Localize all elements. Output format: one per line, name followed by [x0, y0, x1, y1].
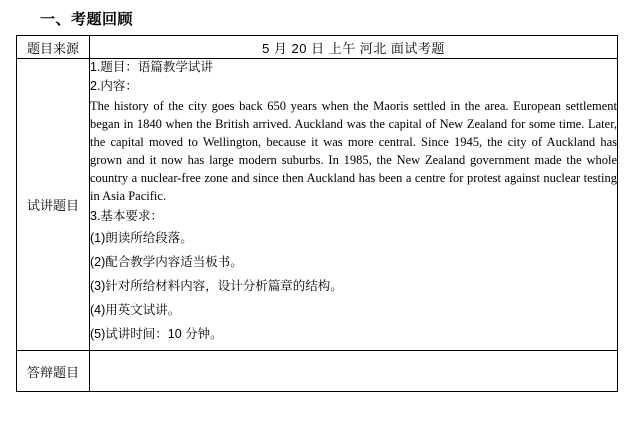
page-title: 一、考题回顾 — [40, 11, 134, 28]
requirement-item: (4)用英文试讲。 — [90, 303, 181, 317]
content-line: 2.内容： — [90, 79, 138, 93]
document-page — [0, 8, 644, 434]
requirement-item: (2)配合教学内容适当板书。 — [90, 255, 243, 269]
trial-content-cell — [90, 59, 618, 351]
requirement-item: (3)针对所给材料内容，设计分析篇章的结构。 — [90, 279, 343, 293]
exam-table — [16, 35, 618, 392]
row-label-trial: 试讲题目 — [17, 59, 90, 351]
requirements-list — [90, 230, 617, 343]
row-label-source: 题目来源 — [17, 36, 90, 59]
table-row-source — [17, 36, 618, 59]
requirement-item: (5)试讲时间：10 分钟。 — [90, 327, 223, 341]
table-row-defense — [17, 351, 618, 392]
requirement-item: (1)朗读所给段落。 — [90, 231, 193, 245]
topic-line: 1.题目：语篇教学试讲 — [90, 60, 213, 74]
defense-content-cell — [90, 351, 618, 392]
row-label-defense: 答辩题目 — [17, 351, 90, 392]
english-passage: The history of the city goes back 650 years when the Maoris settled in the area. European settlement began in 1840 when the British arrived. Auckland was the capital of New Zealand for some time. Later, the capital moved to Wellington, because it was more central. Since 1945, the city of Auckland has grown and it now has large modern suburbs. In 1985, the New Zealand government made the whole country a nuclear-free zone and since then Auckland has been a centre for protest against nuclear testing in Asia Pacific. — [90, 99, 617, 203]
exam-source-title: 5 月 20 日 上午 河北 面试考题 — [90, 36, 618, 59]
table-row-trial — [17, 59, 618, 351]
requirements-title: 3.基本要求： — [90, 209, 163, 223]
